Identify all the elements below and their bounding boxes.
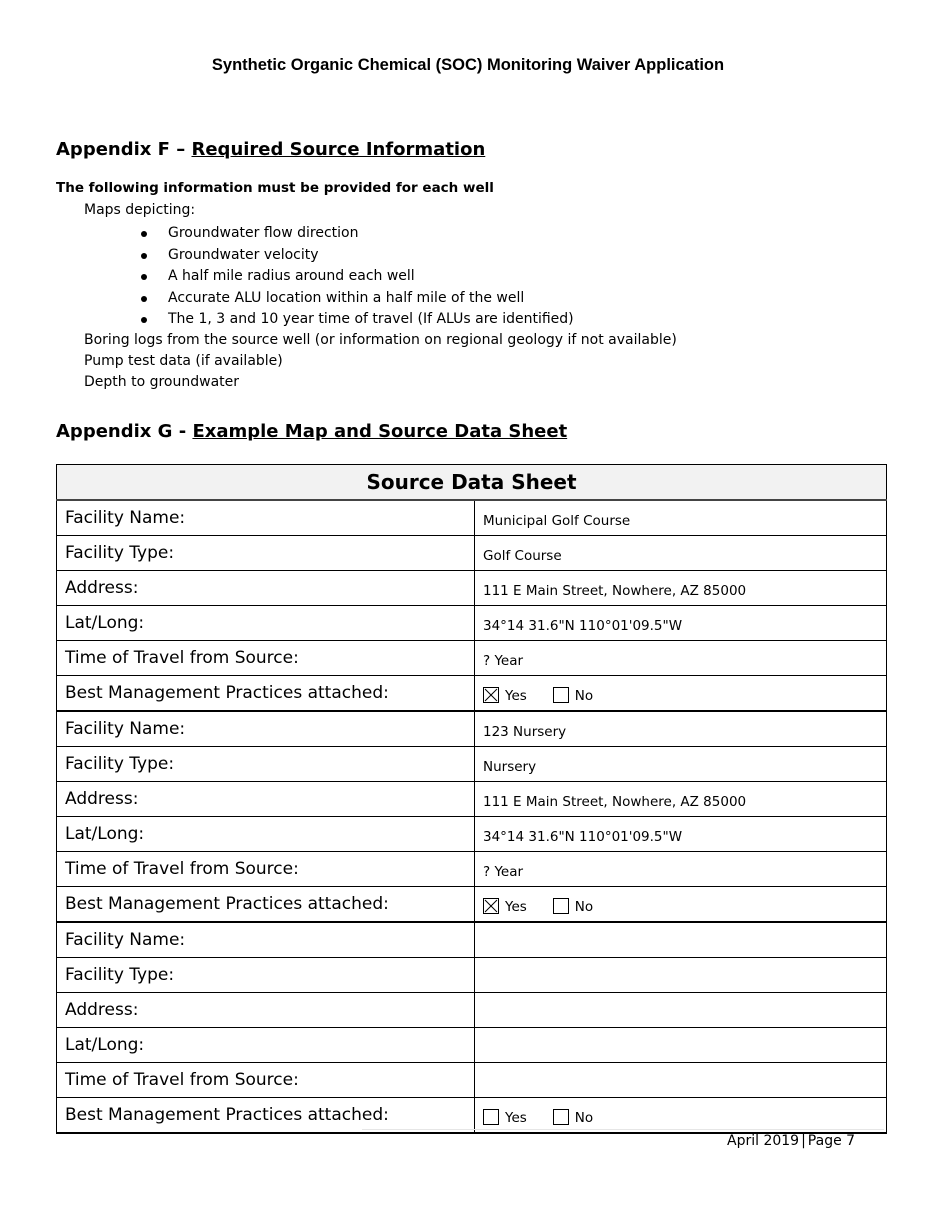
time-of-travel-label: Time of Travel from Source: <box>57 1063 475 1098</box>
table-header-row <box>57 465 887 501</box>
bmp-yes-checkbox[interactable] <box>483 687 499 703</box>
list-item-text: Groundwater velocity <box>168 246 319 263</box>
bmp-yes-checkbox[interactable] <box>483 898 499 914</box>
maps-label: Maps depicting: <box>84 202 196 218</box>
address-label: Address: <box>57 782 475 817</box>
time-of-travel-value[interactable]: ? Year <box>475 852 887 887</box>
table-row <box>57 641 887 676</box>
footer-page-number: Page 7 <box>807 1133 856 1149</box>
page-footer <box>727 1133 855 1149</box>
lat-long-value[interactable] <box>475 1028 887 1063</box>
bullet-icon <box>141 274 147 280</box>
table-row <box>57 1063 887 1098</box>
list-item: Pump test data (if available) <box>84 353 283 369</box>
facility-type-label: Facility Type: <box>57 536 475 571</box>
source-data-sheet-title: Source Data Sheet <box>57 465 887 501</box>
bullet-icon <box>141 253 147 259</box>
table-row <box>57 993 887 1028</box>
facility-name-value[interactable]: 123 Nursery <box>475 711 887 747</box>
bmp-no-label: No <box>574 899 594 915</box>
time-of-travel-value[interactable]: ? Year <box>475 641 887 676</box>
table-row <box>57 536 887 571</box>
time-of-travel-value[interactable] <box>475 1063 887 1098</box>
bullet-icon <box>141 296 147 302</box>
facility-name-label: Facility Name: <box>57 711 475 747</box>
list-item-text: The 1, 3 and 10 year time of travel (If ALUs are identified) <box>168 311 574 328</box>
table-row <box>57 571 887 606</box>
footer-date: April 2019 <box>727 1133 800 1149</box>
facility-name-label: Facility Name: <box>57 500 475 536</box>
footer-separator: | <box>801 1133 806 1149</box>
time-of-travel-label: Time of Travel from Source: <box>57 852 475 887</box>
appendix-g-heading <box>56 421 567 442</box>
bmp-attached-value <box>475 887 887 923</box>
list-item-text: Accurate ALU location within a half mile of the well <box>168 289 525 306</box>
table-row <box>57 922 887 958</box>
address-value[interactable]: 111 E Main Street, Nowhere, AZ 85000 <box>475 571 887 606</box>
bmp-no-checkbox[interactable] <box>553 1109 569 1125</box>
address-value[interactable] <box>475 993 887 1028</box>
lat-long-label: Lat/Long: <box>57 606 475 641</box>
source-data-sheet-table <box>56 464 887 1134</box>
appendix-f-title: Required Source Information <box>191 139 486 160</box>
lat-long-value[interactable]: 34°14 31.6"N 110°01'09.5"W <box>475 606 887 641</box>
bullet-icon <box>141 231 147 237</box>
table-row <box>57 500 887 536</box>
facility-type-value[interactable]: Golf Course <box>475 536 887 571</box>
bmp-attached-value <box>475 1098 887 1134</box>
maps-bullet-list <box>0 223 574 331</box>
list-item: Depth to groundwater <box>84 374 240 390</box>
table-row <box>57 606 887 641</box>
address-label: Address: <box>57 571 475 606</box>
bmp-yes-label: Yes <box>505 1110 527 1126</box>
facility-type-value[interactable] <box>475 958 887 993</box>
facility-name-label: Facility Name: <box>57 922 475 958</box>
list-item <box>0 223 574 245</box>
bmp-attached-label: Best Management Practices attached: <box>57 676 475 712</box>
appendix-g-title: Example Map and Source Data Sheet <box>192 421 568 442</box>
list-item <box>0 266 574 288</box>
facility-type-label: Facility Type: <box>57 958 475 993</box>
requirements-intro: The following information must be provided for each well <box>56 180 494 196</box>
list-item <box>0 309 574 331</box>
table-row <box>57 747 887 782</box>
appendix-f-heading <box>56 139 485 160</box>
table-row <box>57 852 887 887</box>
facility-type-value[interactable]: Nursery <box>475 747 887 782</box>
bmp-yes-label: Yes <box>505 899 527 915</box>
list-item-text: Groundwater flow direction <box>168 225 359 241</box>
appendix-f-prefix: Appendix F – <box>56 139 192 160</box>
table-row <box>57 887 887 923</box>
footer-divider <box>362 1129 884 1130</box>
time-of-travel-label: Time of Travel from Source: <box>57 641 475 676</box>
table-row <box>57 1098 887 1134</box>
table-row <box>57 1028 887 1063</box>
address-label: Address: <box>57 993 475 1028</box>
facility-type-label: Facility Type: <box>57 747 475 782</box>
bmp-no-label: No <box>574 688 594 704</box>
bmp-attached-value <box>475 676 887 712</box>
bmp-no-label: No <box>574 1110 594 1126</box>
table-row <box>57 711 887 747</box>
bmp-yes-checkbox[interactable] <box>483 1109 499 1125</box>
appendix-g-prefix: Appendix G - <box>56 421 193 442</box>
lat-long-value[interactable]: 34°14 31.6"N 110°01'09.5"W <box>475 817 887 852</box>
bullet-icon <box>141 317 147 323</box>
bmp-no-checkbox[interactable] <box>553 898 569 914</box>
list-item-text: A half mile radius around each well <box>168 268 415 285</box>
table-row <box>57 817 887 852</box>
lat-long-label: Lat/Long: <box>57 1028 475 1063</box>
bmp-attached-label: Best Management Practices attached: <box>57 887 475 923</box>
bmp-yes-label: Yes <box>505 688 527 704</box>
list-item <box>0 245 574 267</box>
bmp-attached-label: Best Management Practices attached: <box>57 1098 475 1134</box>
additional-requirements-list <box>84 330 677 393</box>
list-item: Boring logs from the source well (or information on regional geology if not available) <box>84 332 677 348</box>
document-title: Synthetic Organic Chemical (SOC) Monitoring Waiver Application <box>211 56 725 74</box>
facility-name-value[interactable]: Municipal Golf Course <box>475 500 887 536</box>
source-data-sheet-body <box>57 500 887 1133</box>
address-value[interactable]: 111 E Main Street, Nowhere, AZ 85000 <box>475 782 887 817</box>
table-row <box>57 676 887 712</box>
list-item <box>0 288 574 310</box>
table-row <box>57 782 887 817</box>
lat-long-label: Lat/Long: <box>57 817 475 852</box>
facility-name-value[interactable] <box>475 922 887 958</box>
table-row <box>57 958 887 993</box>
bmp-no-checkbox[interactable] <box>553 687 569 703</box>
